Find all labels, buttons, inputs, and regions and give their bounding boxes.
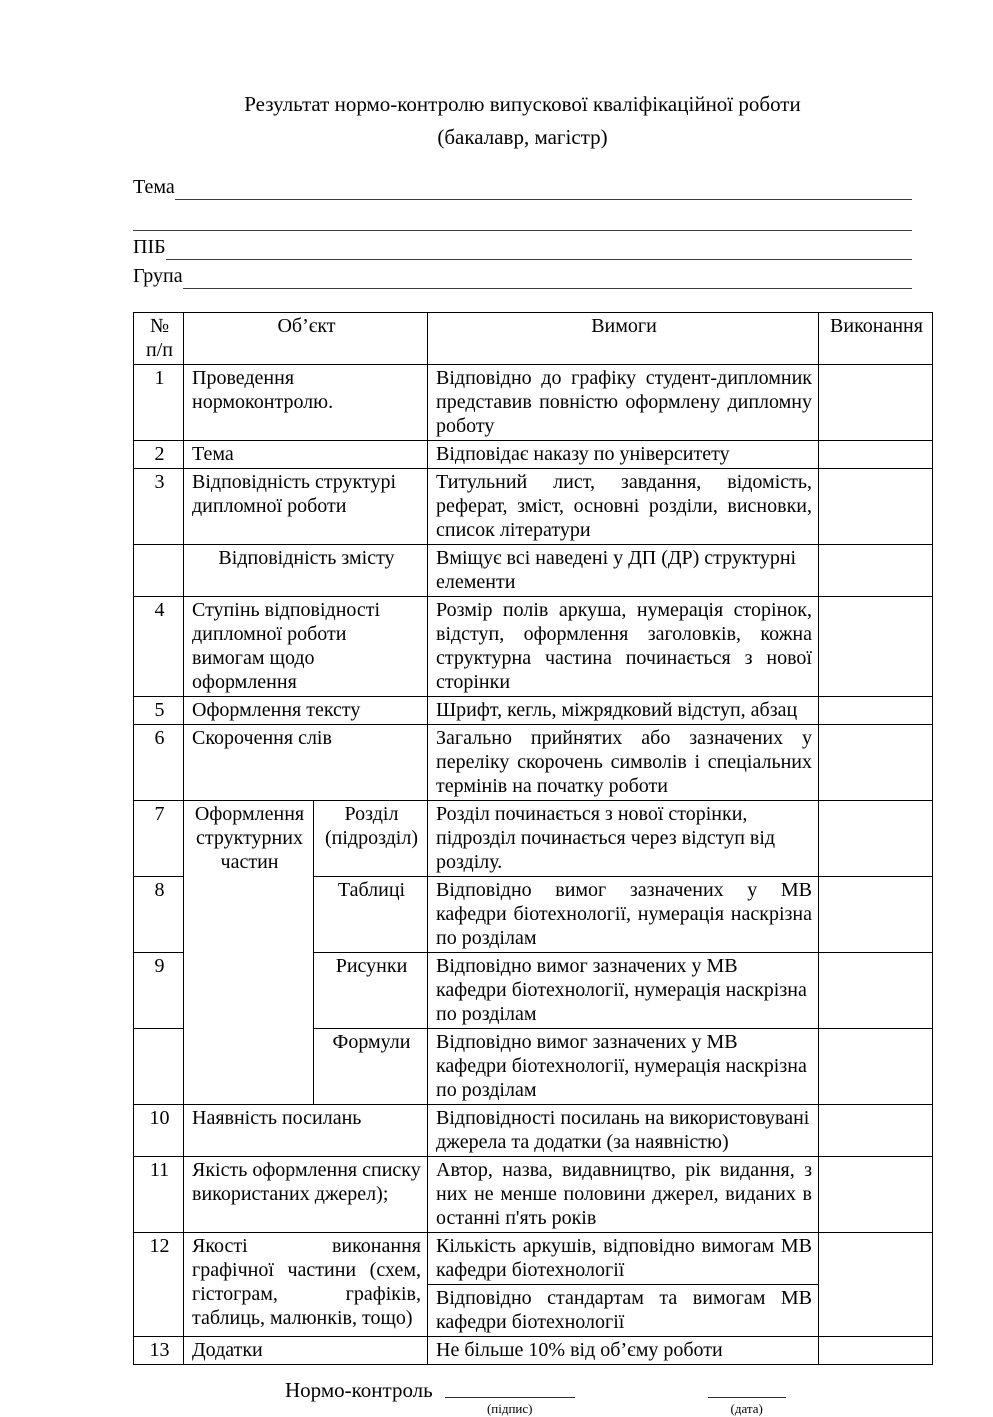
requirement-cell: Відповідно вимог зазначених у МВ кафедри біотехнології, нумерація наскрізна по розділам (428, 877, 819, 953)
table-row (134, 1157, 933, 1233)
object-cell: Відповідність змісту (184, 545, 428, 597)
requirement-cell: Відповідає наказу по університету (428, 441, 819, 469)
execution-cell (819, 1337, 933, 1365)
requirement-cell: Не більше 10% від об’єму роботи (428, 1337, 819, 1365)
requirement-cell: Відповідності посилань на використовувані джерела та додатки (за наявністю) (428, 1105, 819, 1157)
requirement-cell: Шрифт, кегль, міжрядковий відступ, абзац (428, 697, 819, 725)
col-header-object: Об’єкт (184, 313, 428, 365)
table-row (134, 545, 933, 597)
requirement-cell: Відповідно до графіку студент-дипломник представив повністю оформлену дипломну роботу (428, 365, 819, 441)
signature-caption: (підпис) (486, 1401, 533, 1416)
requirement-cell: Кількість аркушів, відповідно вимогам МВ кафедри біотехнології (428, 1233, 819, 1285)
table-row (134, 725, 933, 801)
object-cell: Оформлення тексту (184, 697, 428, 725)
object-cell: Скорочення слів (184, 725, 428, 801)
object-cell: Проведення нормоконтролю. (184, 365, 428, 441)
row-num: 2 (134, 441, 184, 469)
table-header-row (134, 313, 933, 365)
execution-cell (819, 1105, 933, 1157)
tema-label: Тема (133, 176, 175, 198)
signature-block (445, 1378, 575, 1417)
row-num: 11 (134, 1157, 184, 1233)
requirement-cell: Розмір полів аркуша, нумерація сторінок, відступ, оформлення заголовків, кожна структурна частина починається з нової сторінки (428, 597, 819, 697)
date-block (708, 1378, 786, 1417)
row-num: 12 (134, 1233, 184, 1337)
pib-fill-line (166, 235, 912, 260)
object-sub-cell: Розділ (підрозділ) (314, 801, 428, 877)
row-num: 1 (134, 365, 184, 441)
row-num: 3 (134, 469, 184, 545)
form-title: Результат нормо-контролю випускової кваліфікаційної роботи (244, 92, 801, 116)
grupa-fill-line (183, 264, 912, 289)
execution-cell (819, 545, 933, 597)
tema-fill-line-2 (133, 206, 912, 231)
object-cell: Якість оформлення списку використаних джерел); (184, 1157, 428, 1233)
object-group-cell: Оформлення структурних частин (184, 801, 314, 1105)
row-num: 7 (134, 801, 184, 877)
date-fill-line (708, 1378, 786, 1398)
object-cell: Якості виконання графічної частини (схем, гістограм, графіків, таблиць, малюнків, тощо) (184, 1233, 428, 1337)
grupa-label: Група (133, 265, 183, 287)
table-row (134, 801, 933, 877)
col-header-requirements: Вимоги (428, 313, 819, 365)
execution-cell (819, 1157, 933, 1233)
field-pib (133, 231, 912, 260)
field-tema (133, 171, 912, 200)
requirement-cell: Відповідно вимог зазначених у МВ кафедри біотехнології, нумерація наскрізна по розділам (428, 1029, 819, 1105)
object-sub-cell: Формули (314, 1029, 428, 1105)
execution-cell (819, 597, 933, 697)
table-row (134, 1337, 933, 1365)
execution-cell (819, 1029, 933, 1105)
requirement-cell: Відповідно вимог зазначених у МВ кафедри біотехнології, нумерація наскрізна по розділам (428, 953, 819, 1029)
pib-label: ПІБ (133, 236, 166, 258)
row-num: 6 (134, 725, 184, 801)
object-sub-cell: Рисунки (314, 953, 428, 1029)
execution-cell (819, 725, 933, 801)
field-grupa (133, 260, 912, 289)
form-subtitle: (бакалавр, магістр) (437, 125, 608, 149)
object-cell: Наявність посилань (184, 1105, 428, 1157)
object-cell: Додатки (184, 1337, 428, 1365)
col-header-num: № п/п (134, 313, 184, 365)
row-num: 9 (134, 953, 184, 1029)
col-header-execution: Виконання (819, 313, 933, 365)
norm-control-label: Нормо-контроль (285, 1378, 433, 1402)
table-row (134, 1105, 933, 1157)
requirement-cell: Вміщує всі наведені у ДП (ДР) структурні елементи (428, 545, 819, 597)
requirement-cell: Відповідно стандартам та вимогам МВ кафедри біотехнології (428, 1285, 819, 1337)
object-cell: Відповідність структурі дипломної роботи (184, 469, 428, 545)
execution-cell (819, 469, 933, 545)
row-num: 8 (134, 877, 184, 953)
requirement-cell: Автор, назва, видавництво, рік видання, з них не менше половини джерел, виданих в останні п'ять років (428, 1157, 819, 1233)
field-tema-continuation (133, 200, 912, 231)
requirement-cell: Титульний лист, завдання, відомість, реферат, зміст, основні розділи, висновки, список літератури (428, 469, 819, 545)
norm-control-table (133, 312, 933, 1365)
object-sub-cell: Таблиці (314, 877, 428, 953)
table-row (134, 1233, 933, 1285)
execution-cell (819, 697, 933, 725)
requirement-cell: Розділ починається з нової сторінки, підрозділ починається через відступ від розділу. (428, 801, 819, 877)
row-num: 4 (134, 597, 184, 697)
signature-footer (285, 1378, 932, 1417)
row-num (134, 1029, 184, 1105)
requirement-cell: Загально прийнятих або зазначених у переліку скорочень символів і спеціальних термінів на початку роботи (428, 725, 819, 801)
execution-cell (819, 953, 933, 1029)
date-caption: (дата) (730, 1401, 763, 1416)
execution-cell (819, 1233, 933, 1337)
execution-cell (819, 365, 933, 441)
row-num: 5 (134, 697, 184, 725)
object-cell: Ступінь відповідності дипломної роботи вимогам щодо оформлення (184, 597, 428, 697)
tema-fill-line (175, 175, 912, 200)
execution-cell (819, 877, 933, 953)
row-num: 13 (134, 1337, 184, 1365)
execution-cell (819, 801, 933, 877)
execution-cell (819, 441, 933, 469)
row-num: 10 (134, 1105, 184, 1157)
table-row (134, 365, 933, 441)
signature-fill-line (445, 1378, 575, 1398)
row-num (134, 545, 184, 597)
table-row (134, 441, 933, 469)
table-row (134, 469, 933, 545)
header-fields (133, 171, 912, 289)
table-row (134, 697, 933, 725)
object-cell: Тема (184, 441, 428, 469)
table-row (134, 597, 933, 697)
